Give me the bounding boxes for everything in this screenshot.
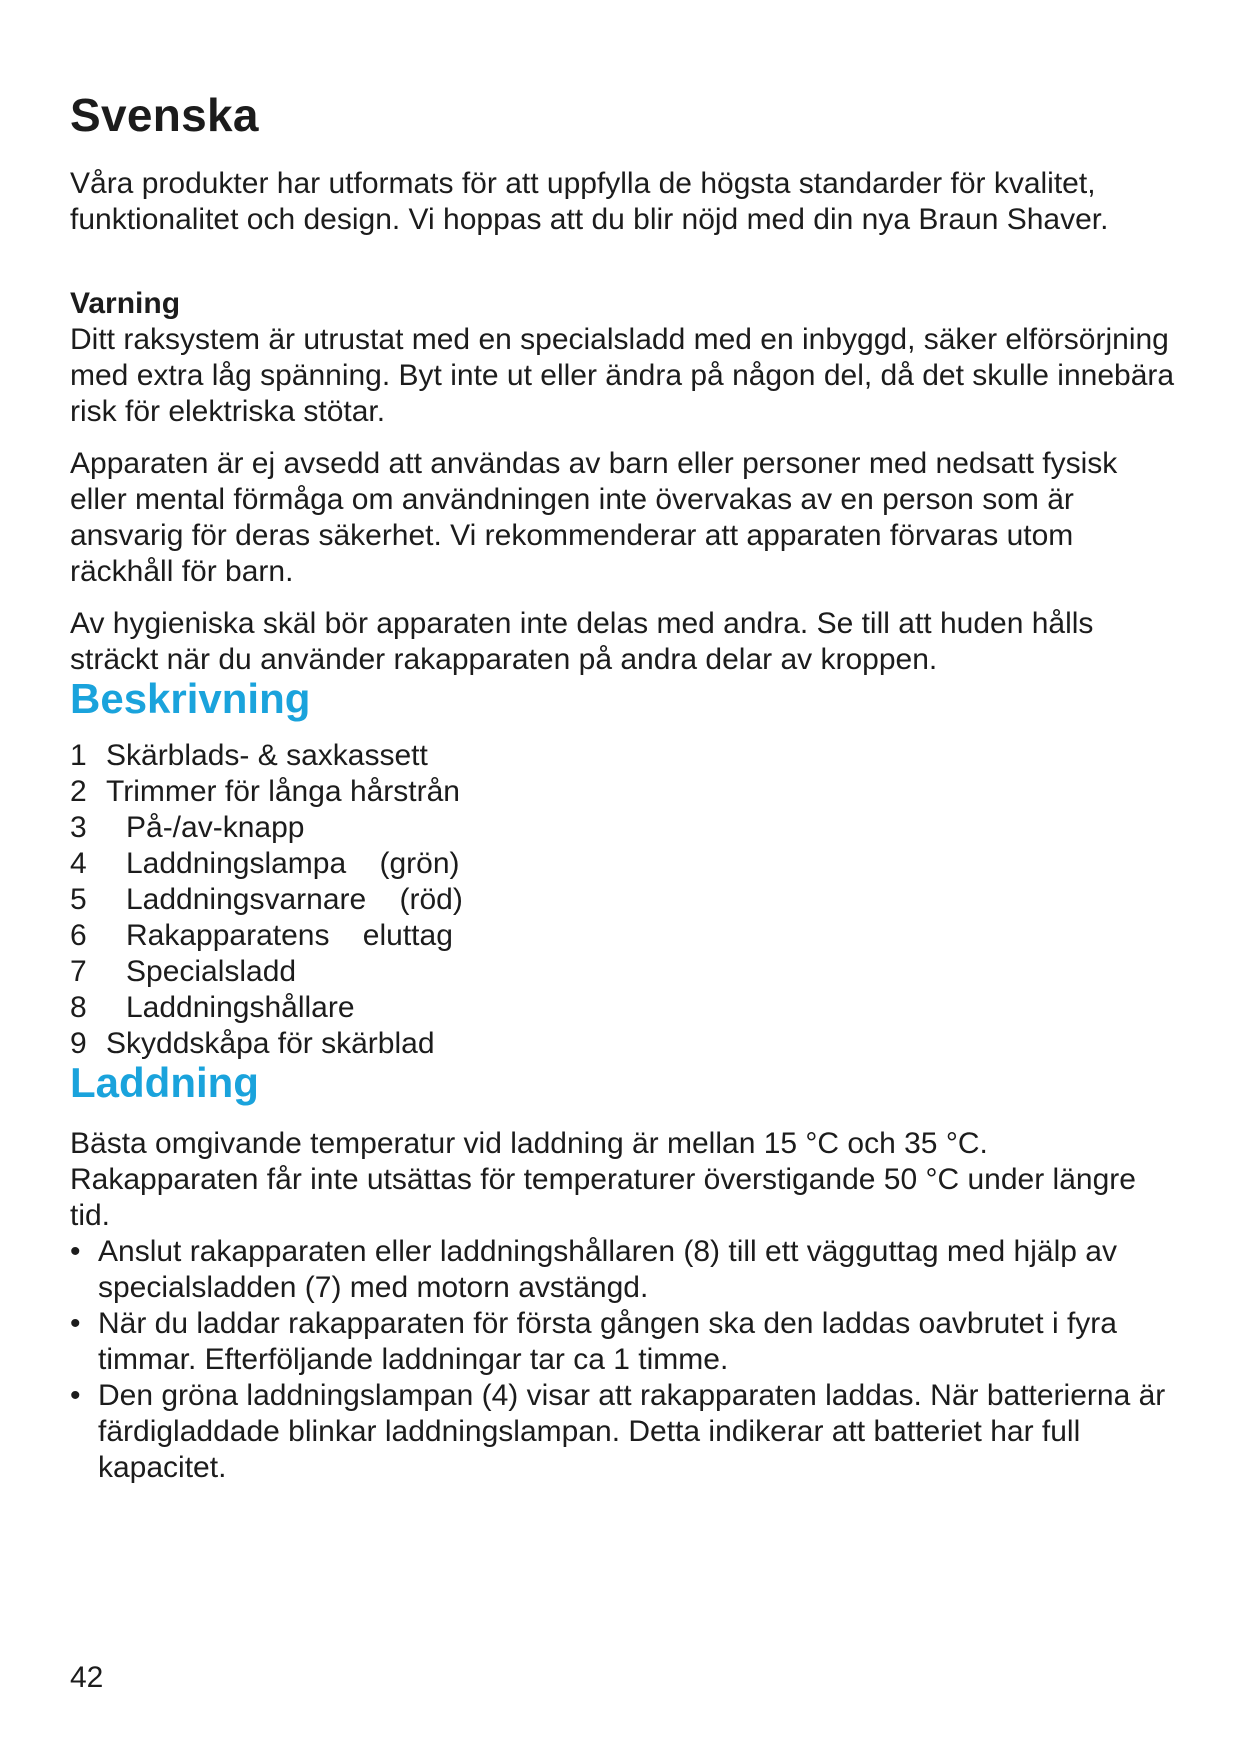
list-item <box>70 810 1180 846</box>
parts-list <box>70 738 1180 1062</box>
list-item <box>70 990 1180 1026</box>
item-number: 8 <box>70 991 87 1024</box>
list-item <box>70 954 1180 990</box>
item-label: Laddningshållare <box>126 991 355 1024</box>
bullet-item <box>70 1378 1180 1486</box>
charging-heading: Laddning <box>70 1059 259 1106</box>
item-number: 2 <box>70 775 87 808</box>
item-label: Laddningsvarnare (röd) <box>126 883 463 916</box>
list-item <box>70 918 1180 954</box>
bullet-icon: • <box>70 1307 81 1340</box>
charging-bullets <box>70 1234 1180 1486</box>
item-number: 6 <box>70 919 87 952</box>
item-number: 4 <box>70 847 87 880</box>
list-item <box>70 882 1180 918</box>
bullet-text: När du laddar rakapparaten för första gången ska den laddas oavbrutet i fyra timmar. Efterföljande laddningar tar ca 1 timme. <box>98 1307 1117 1376</box>
item-number: 5 <box>70 883 87 916</box>
list-item <box>70 1026 1180 1062</box>
page-number: 42 <box>70 1661 104 1694</box>
item-number: 7 <box>70 955 87 988</box>
bullet-text: Anslut rakapparaten eller laddningshållaren (8) till ett vägguttag med hjälp av specialsladden (7) med motorn avstängd. <box>98 1235 1117 1304</box>
item-label: Rakapparatens eluttag <box>126 919 453 952</box>
description-heading: Beskrivning <box>70 675 311 722</box>
item-label: Skärblads- & saxkassett <box>106 739 428 772</box>
bullet-icon: • <box>70 1235 81 1268</box>
bullet-item <box>70 1234 1180 1306</box>
list-item <box>70 738 1180 774</box>
item-number: 9 <box>70 1027 87 1060</box>
list-item <box>70 774 1180 810</box>
charging-paragraph: Bästa omgivande temperatur vid laddning är mellan 15 °C och 35 °C. Rakapparaten får inte utsättas för temperaturer överstigande 50 °C under längre tid. <box>70 1127 1136 1232</box>
intro-paragraph: Våra produkter har utformats för att uppfylla de högsta standarder för kvalitet, funktionalitet och design. Vi hoppas att du blir nöjd med din nya Braun Shaver. <box>70 167 1109 236</box>
safety-paragraph: Apparaten är ej avsedd att användas av barn eller personer med nedsatt fysisk eller mental förmåga om användningen inte övervakas av en person som är ansvarig för deras säkerhet. Vi rekommenderar att apparaten förvaras utom räckhåll för barn. <box>70 447 1118 588</box>
bullet-item <box>70 1306 1180 1378</box>
item-number: 3 <box>70 811 87 844</box>
list-item <box>70 846 1180 882</box>
item-label: På-/av-knapp <box>126 811 305 844</box>
bullet-text: Den gröna laddningslampan (4) visar att rakapparaten laddas. När batterierna är färdigladdade blinkar laddningslampan. Detta indikerar att batteriet har full kapacitet. <box>98 1379 1166 1484</box>
warning-heading: Varning <box>70 287 181 320</box>
item-label: Laddningslampa (grön) <box>126 847 460 880</box>
item-number: 1 <box>70 739 87 772</box>
bullet-icon: • <box>70 1379 81 1412</box>
page-content <box>70 89 1180 1486</box>
hygiene-paragraph: Av hygieniska skäl bör apparaten inte delas med andra. Se till att huden hålls sträckt när du använder rakapparaten på andra delar av kroppen. <box>70 607 1094 676</box>
item-label: Trimmer för långa hårstrån <box>106 775 460 808</box>
item-label: Skyddskåpa för skärblad <box>106 1027 435 1060</box>
warning-paragraph: Ditt raksystem är utrustat med en specialsladd med en inbyggd, säker elförsörjning med extra låg spänning. Byt inte ut eller ändra på någon del, då det skulle innebära risk för elektriska stötar. <box>70 323 1175 428</box>
page-title: Svenska <box>70 89 259 141</box>
item-label: Specialsladd <box>126 955 297 988</box>
